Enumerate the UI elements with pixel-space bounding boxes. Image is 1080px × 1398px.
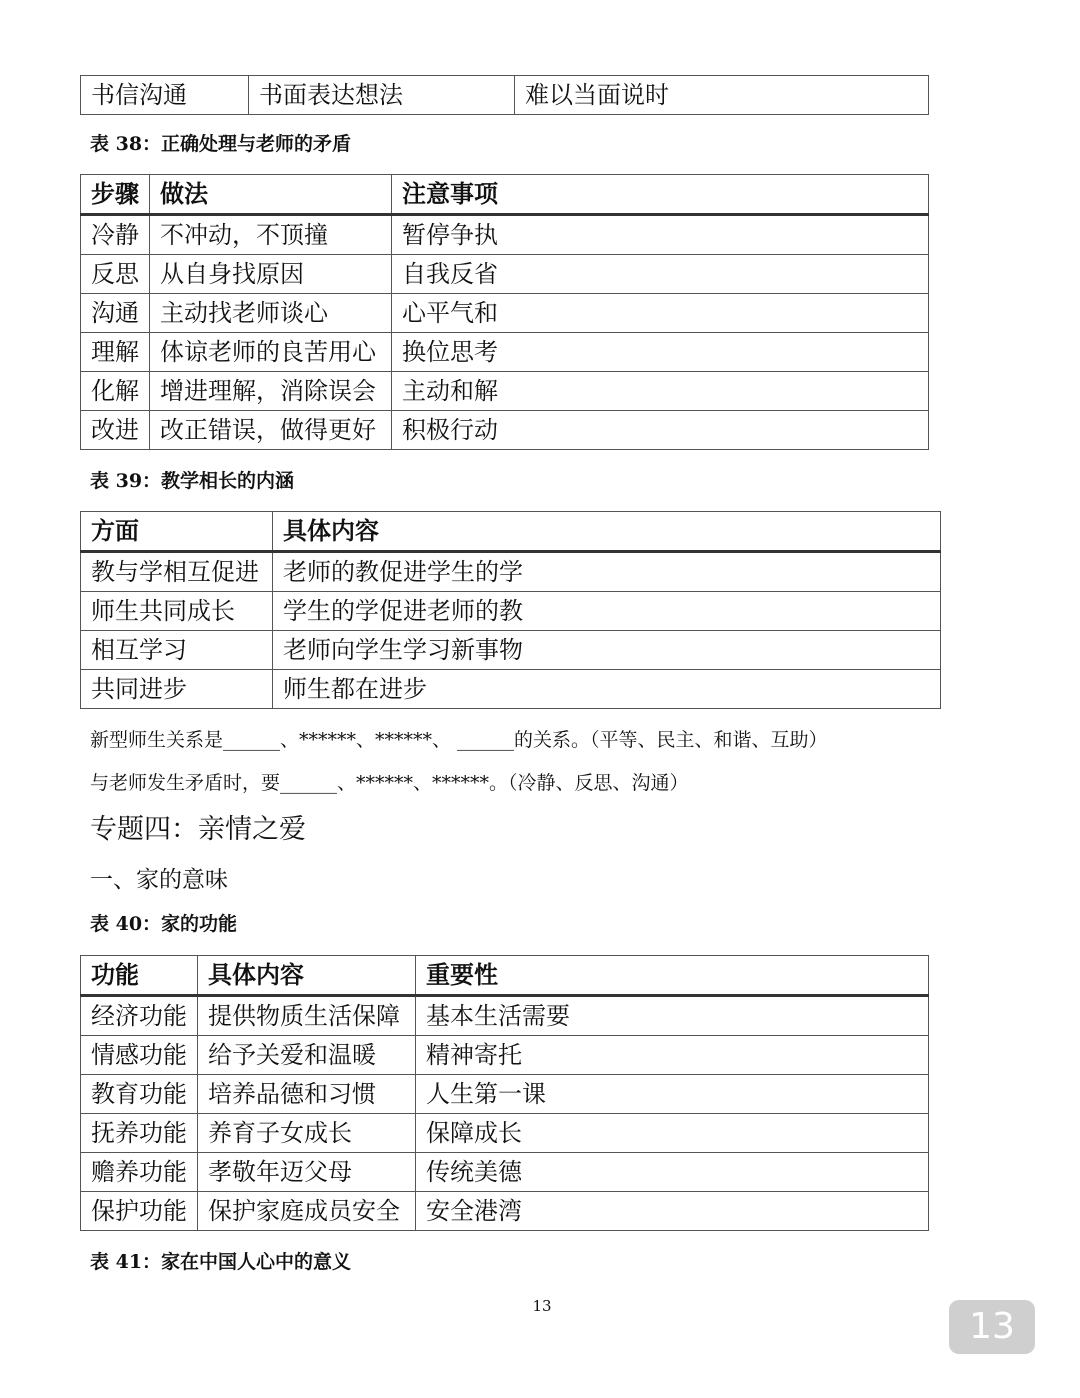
table-cell: 老师向学生学习新事物 <box>273 631 941 670</box>
table-cell: 保护功能 <box>81 1192 198 1231</box>
table-cell: 主动和解 <box>392 372 929 411</box>
fill-blank-line: 新型师生关系是______、******、******、 ______的关系。（平等、民主、和谐、互助） <box>90 729 828 751</box>
page-indicator-badge: 13 <box>949 1300 1035 1354</box>
table-row <box>81 631 941 670</box>
table-cell: 体谅老师的良苦用心 <box>150 333 392 372</box>
table-40 <box>80 955 929 1231</box>
table-header-row <box>81 175 929 215</box>
table-cell: 心平气和 <box>392 294 929 333</box>
table-cell: 给予关爱和温暖 <box>198 1036 416 1075</box>
table-cell: 老师的教促进学生的学 <box>273 552 941 592</box>
table-cell: 基本生活需要 <box>416 996 929 1036</box>
table-38-caption: 表 38：正确处理与老师的矛盾 <box>90 133 352 155</box>
column-header: 注意事项 <box>392 175 929 215</box>
table-cell: 赡养功能 <box>81 1153 198 1192</box>
table-39-caption: 表 39：教学相长的内涵 <box>90 470 295 492</box>
table-cell: 孝敬年迈父母 <box>198 1153 416 1192</box>
table-row <box>81 1153 929 1192</box>
table-cell: 精神寄托 <box>416 1036 929 1075</box>
table-cell: 传统美德 <box>416 1153 929 1192</box>
table-39 <box>80 511 941 709</box>
table-cell: 养育子女成长 <box>198 1114 416 1153</box>
table-cell: 学生的学促进老师的教 <box>273 592 941 631</box>
table-header-row <box>81 512 941 552</box>
table-row <box>81 255 929 294</box>
table-cell: 改正错误，做得更好 <box>150 411 392 450</box>
table-cell: 难以当面说时 <box>515 76 929 115</box>
column-header: 功能 <box>81 956 198 996</box>
table-row <box>81 76 929 115</box>
table-row <box>81 333 929 372</box>
column-header: 具体内容 <box>273 512 941 552</box>
column-header: 方面 <box>81 512 273 552</box>
table-cell: 积极行动 <box>392 411 929 450</box>
table-cell: 化解 <box>81 372 150 411</box>
table-cell: 安全港湾 <box>416 1192 929 1231</box>
table-cell: 主动找老师谈心 <box>150 294 392 333</box>
table-cell: 经济功能 <box>81 996 198 1036</box>
section-heading: 一、家的意味 <box>90 867 228 893</box>
table-row <box>81 411 929 450</box>
table-row <box>81 1114 929 1153</box>
table-cell: 保障成长 <box>416 1114 929 1153</box>
table-cell: 从自身找原因 <box>150 255 392 294</box>
topic-heading: 专题四：亲情之爱 <box>90 814 306 845</box>
table-cell: 理解 <box>81 333 150 372</box>
table-row <box>81 670 941 709</box>
page-number: 13 <box>532 1297 552 1315</box>
table-cell: 不冲动，不顶撞 <box>150 215 392 255</box>
table-cell: 保护家庭成员安全 <box>198 1192 416 1231</box>
table-row <box>81 592 941 631</box>
column-header: 步骤 <box>81 175 150 215</box>
table-cell: 人生第一课 <box>416 1075 929 1114</box>
table-row <box>81 294 929 333</box>
table-cell: 情感功能 <box>81 1036 198 1075</box>
table-cell: 换位思考 <box>392 333 929 372</box>
table-cell: 提供物质生活保障 <box>198 996 416 1036</box>
table-38 <box>80 174 929 450</box>
fill-blank-line: 与老师发生矛盾时，要______、******、******。（冷静、反思、沟通） <box>90 772 689 794</box>
table-cell: 师生共同成长 <box>81 592 273 631</box>
table-cell: 共同进步 <box>81 670 273 709</box>
column-header: 重要性 <box>416 956 929 996</box>
table-cell: 教育功能 <box>81 1075 198 1114</box>
table-41-caption: 表 41：家在中国人心中的意义 <box>90 1251 352 1273</box>
table-row <box>81 372 929 411</box>
table-cell: 反思 <box>81 255 150 294</box>
table-40-caption: 表 40：家的功能 <box>90 913 238 935</box>
table-cell: 相互学习 <box>81 631 273 670</box>
column-header: 做法 <box>150 175 392 215</box>
table-cell: 培养品德和习惯 <box>198 1075 416 1114</box>
table-row <box>81 996 929 1036</box>
table-cell: 书信沟通 <box>81 76 249 115</box>
table-row <box>81 1075 929 1114</box>
column-header: 具体内容 <box>198 956 416 996</box>
table-cell: 书面表达想法 <box>249 76 515 115</box>
table-cell: 冷静 <box>81 215 150 255</box>
table-cell: 抚养功能 <box>81 1114 198 1153</box>
table-row <box>81 215 929 255</box>
table-cell: 自我反省 <box>392 255 929 294</box>
table-cell: 改进 <box>81 411 150 450</box>
table-cell: 教与学相互促进 <box>81 552 273 592</box>
table-header-row <box>81 956 929 996</box>
table-cell: 沟通 <box>81 294 150 333</box>
table-row <box>81 1036 929 1075</box>
table-row <box>81 1192 929 1231</box>
table-cell: 师生都在进步 <box>273 670 941 709</box>
table-37-tail <box>80 75 929 115</box>
table-cell: 增进理解，消除误会 <box>150 372 392 411</box>
table-cell: 暂停争执 <box>392 215 929 255</box>
table-row <box>81 552 941 592</box>
